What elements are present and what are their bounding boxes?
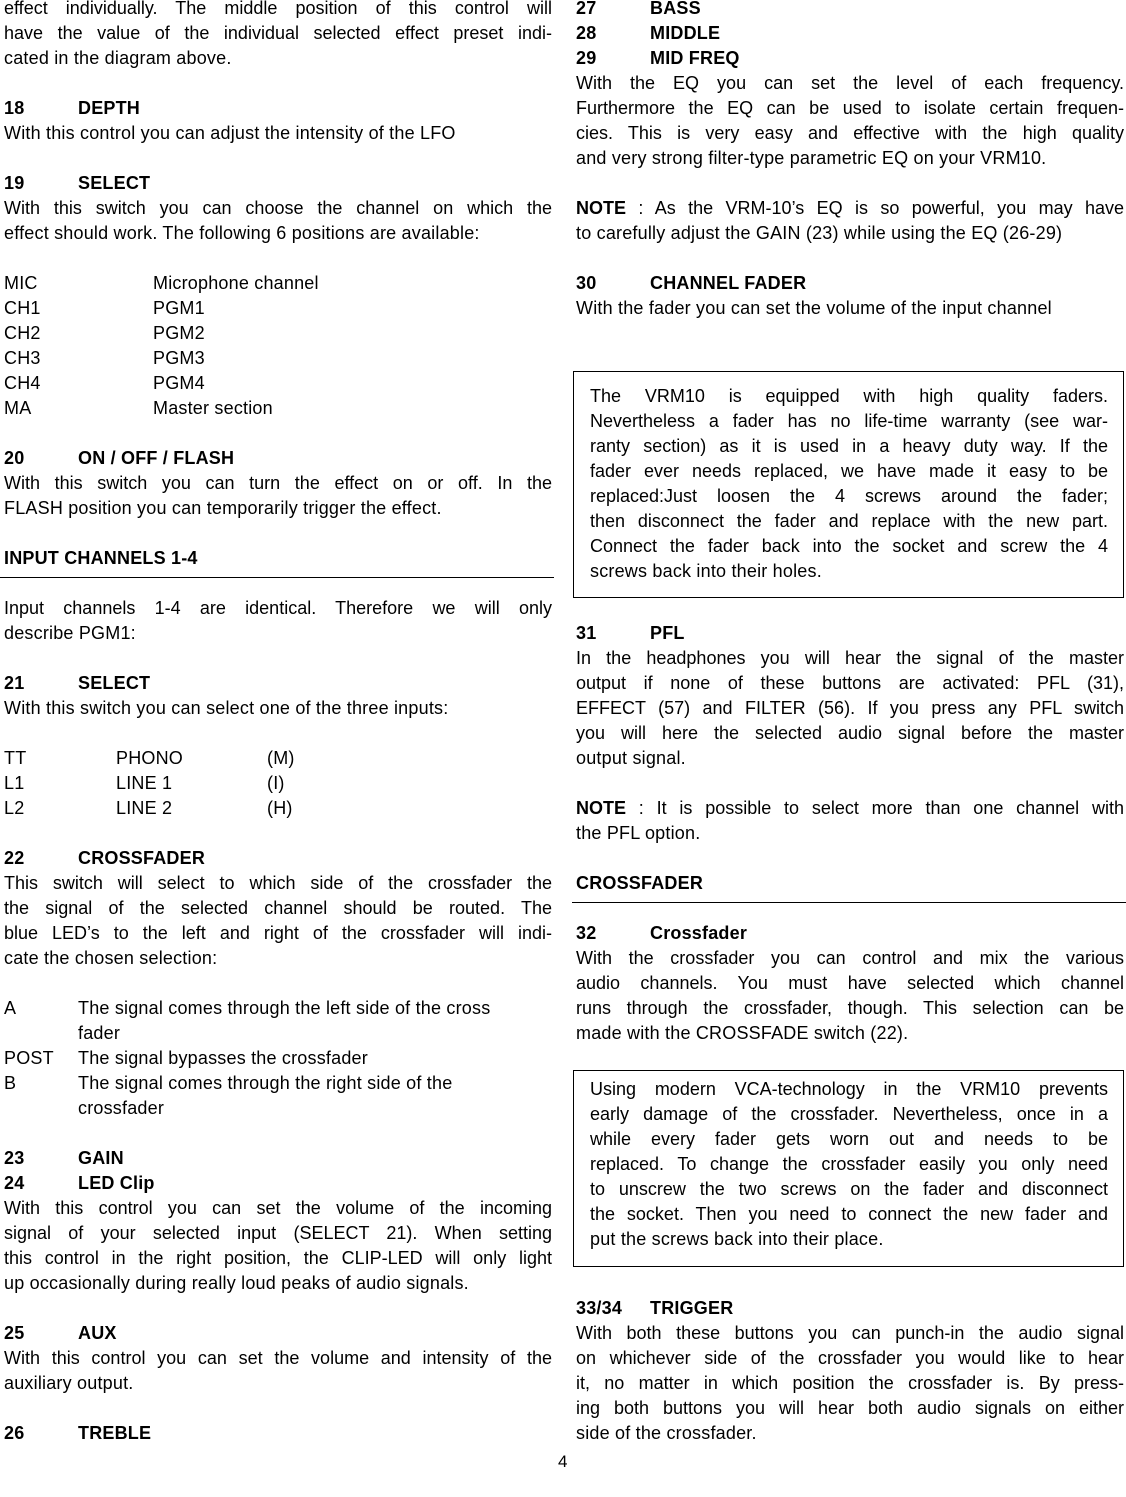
item-title: TREBLE <box>78 1423 152 1443</box>
table-cell: (M) <box>267 748 295 768</box>
blank-line <box>4 146 552 171</box>
table-row <box>4 396 552 421</box>
blank-line <box>4 1121 552 1146</box>
paragraph-line: With the crossfader you can control and mix the various <box>576 948 1124 968</box>
paragraph-line: audio channels. You must have selected which channel <box>576 973 1124 993</box>
paragraph-line: cies. This is very easy and effective with the high quality <box>576 123 1124 143</box>
item-title: TRIGGER <box>650 1298 734 1318</box>
blank-line <box>4 646 552 671</box>
section-item-heading <box>4 1171 552 1196</box>
table-row <box>4 796 552 821</box>
paragraph-line: put the screws back into their place. <box>590 1229 884 1249</box>
item-title: SELECT <box>78 673 151 693</box>
item-number: 32 <box>576 923 597 943</box>
item-number: 24 <box>4 1173 25 1193</box>
blank-line <box>576 771 1124 796</box>
paragraph-line: output if none of these buttons are activated: PFL (31), <box>576 673 1124 693</box>
paragraph-line: With both these buttons you can punch-in the audio signal <box>576 1323 1124 1343</box>
section-item-heading <box>576 46 1124 71</box>
item-title: MID FREQ <box>650 48 740 68</box>
paragraph-line: side of the crossfader. <box>576 1423 757 1443</box>
paragraph-line: The VRM10 is equipped with high quality faders. <box>590 386 1108 406</box>
item-title: DEPTH <box>78 98 141 118</box>
definition-term: POST <box>4 1048 54 1068</box>
item-title: MIDDLE <box>650 23 721 43</box>
section-item-heading <box>4 446 552 471</box>
paragraph-line: to unscrew the two screws on the fader and disconnect <box>590 1179 1108 1199</box>
paragraph-text: : It is possible to select more than one channel with <box>626 798 1124 818</box>
paragraph-line: replaced. To change the crossfader easily you only need <box>590 1154 1108 1174</box>
table-row <box>4 321 552 346</box>
item-number: 29 <box>576 48 597 68</box>
item-number: 30 <box>576 273 597 293</box>
paragraph-line: cate the chosen selection: <box>4 948 218 968</box>
table-cell: PGM2 <box>153 323 205 343</box>
paragraph-line: With this switch you can choose the channel on which the <box>4 198 552 218</box>
note-label: NOTE <box>576 798 627 818</box>
definition-term: B <box>4 1073 17 1093</box>
section-item-heading <box>576 921 1124 946</box>
section-item-heading <box>576 21 1124 46</box>
paragraph-line: the socket. Then you need to connect the new fader and <box>590 1204 1108 1224</box>
item-title: Crossfader <box>650 923 748 943</box>
paragraph-line: effect individually. The middle position of this control will <box>4 0 552 18</box>
item-title: CHANNEL FADER <box>650 273 807 293</box>
section-item-heading <box>576 0 1124 21</box>
table-cell: (I) <box>267 773 285 793</box>
item-title: ON / OFF / FLASH <box>78 448 235 468</box>
right-column-bottom <box>576 1296 1124 1446</box>
paragraph-line: ing both buttons you will hear both audio signals on either <box>576 1398 1124 1418</box>
item-number: 18 <box>4 98 25 118</box>
table-cell: PGM4 <box>153 373 205 393</box>
blank-line <box>4 571 552 596</box>
section-item-heading <box>4 1421 552 1446</box>
paragraph-line: cated in the diagram above. <box>4 48 232 68</box>
item-number: 31 <box>576 623 597 643</box>
definition-text: fader <box>78 1023 121 1043</box>
blank-line <box>4 821 552 846</box>
paragraph-line: fader ever needs replaced, we have made it easy to be <box>590 461 1108 481</box>
paragraph-line: effect should work. The following 6 positions are available: <box>4 223 480 243</box>
definition-text: The signal bypasses the crossfader <box>78 1048 368 1068</box>
paragraph-line: blue LED’s to the left and right of the crossfader will indi- <box>4 923 552 943</box>
item-title: BASS <box>650 0 701 18</box>
item-number: 26 <box>4 1423 25 1443</box>
definition-text: The signal comes through the right side of the <box>78 1073 453 1093</box>
paragraph-line: and very strong filter-type parametric EQ on your VRM10. <box>576 148 1047 168</box>
paragraph-line: With the EQ you can set the level of each frequency. <box>576 73 1124 93</box>
table-cell: Master section <box>153 398 273 418</box>
paragraph-line: you will here the selected audio signal before the master <box>576 723 1124 743</box>
table-cell: PGM3 <box>153 348 205 368</box>
paragraph-line: With this control you can set the volume and intensity of the <box>4 1348 552 1368</box>
table-cell: PGM1 <box>153 298 205 318</box>
definition-term: A <box>4 998 17 1018</box>
paragraph-line: then disconnect the fader and replace with the new part. <box>590 511 1108 531</box>
paragraph-line: In the headphones you will hear the signal of the master <box>576 648 1124 668</box>
blank-line <box>4 1296 552 1321</box>
fader-warranty-note-box <box>573 371 1124 598</box>
paragraph-line: screws back into their holes. <box>590 561 822 581</box>
section-heading: CROSSFADER <box>576 871 1124 896</box>
paragraph-line: Furthermore the EQ can be used to isolate certain frequen- <box>576 98 1124 118</box>
blank-line <box>4 246 552 271</box>
item-title: SELECT <box>78 173 151 193</box>
section-item-heading <box>576 621 1124 646</box>
item-number: 22 <box>4 848 25 868</box>
paragraph-line: With this control you can set the volume of the incoming <box>4 1198 552 1218</box>
section-item-heading <box>4 671 552 696</box>
paragraph-line: on whichever side of the crossfader you would like to hear <box>576 1348 1124 1368</box>
paragraph-line: it, no matter in which position the crossfader is. By press- <box>576 1373 1124 1393</box>
definition-row <box>4 1021 552 1046</box>
paragraph-line: With the fader you can set the volume of the input channel <box>576 298 1052 318</box>
table-cell: TT <box>4 748 27 768</box>
table-row <box>4 746 552 771</box>
definition-row <box>4 996 552 1021</box>
section-item-heading <box>4 846 552 871</box>
item-number: 27 <box>576 0 597 18</box>
section-item-heading <box>576 271 1124 296</box>
blank-line <box>4 1396 552 1421</box>
section-item-heading <box>576 1296 1124 1321</box>
paragraph-line: early damage of the crossfader. Nevertheless, once in a <box>590 1104 1108 1124</box>
table-row <box>4 346 552 371</box>
blank-line <box>4 421 552 446</box>
paragraph-line: to carefully adjust the GAIN (23) while using the EQ (26-29) <box>576 223 1063 243</box>
item-number: 23 <box>4 1148 25 1168</box>
paragraph-line: With this control you can adjust the intensity of the LFO <box>4 123 456 143</box>
paragraph-text: : As the VRM-10’s EQ is so powerful, you may have <box>626 198 1124 218</box>
blank-line <box>4 71 552 96</box>
paragraph-line: output signal. <box>576 748 686 768</box>
item-title: AUX <box>78 1323 117 1343</box>
blank-line <box>576 896 1124 921</box>
definition-text: crossfader <box>78 1098 165 1118</box>
table-cell: MIC <box>4 273 38 293</box>
item-number: 33/34 <box>576 1298 623 1318</box>
blank-line <box>576 171 1124 196</box>
paragraph-line: EFFECT (57) and FILTER (56). If you press any PFL switch <box>576 698 1124 718</box>
paragraph-line: the signal of the selected channel should be routed. The <box>4 898 552 918</box>
paragraph-line: describe PGM1: <box>4 623 136 643</box>
paragraph-line: Input channels 1-4 are identical. Therefore we will only <box>4 598 552 618</box>
item-number: 19 <box>4 173 25 193</box>
note-label: NOTE <box>576 198 627 218</box>
blank-line <box>4 721 552 746</box>
item-number: 20 <box>4 448 25 468</box>
right-column-top <box>576 0 1124 321</box>
table-row <box>4 371 552 396</box>
paragraph-line: up occasionally during really loud peaks of audio signals. <box>4 1273 469 1293</box>
paragraph-line: replaced:Just loosen the 4 screws around the fader; <box>590 486 1108 506</box>
item-title: PFL <box>650 623 685 643</box>
table-cell: L2 <box>4 798 25 818</box>
item-title: LED Clip <box>78 1173 155 1193</box>
paragraph-line: FLASH position you can temporarily trigger the effect. <box>4 498 442 518</box>
table-cell: LINE 2 <box>116 798 173 818</box>
table-cell: (H) <box>267 798 293 818</box>
item-number: 28 <box>576 23 597 43</box>
paragraph-line: ranty section) as it is used in a heavy duty way. If the <box>590 436 1108 456</box>
blank-line <box>576 246 1124 271</box>
paragraph-line: have the value of the individual selected effect preset indi- <box>4 23 552 43</box>
table-row <box>4 271 552 296</box>
paragraph-line: runs through the crossfader, though. This selection can be <box>576 998 1124 1018</box>
table-cell: L1 <box>4 773 25 793</box>
paragraph-line: this control in the right position, the CLIP-LED will only light <box>4 1248 552 1268</box>
right-column-middle <box>576 621 1124 1046</box>
blank-line <box>576 846 1124 871</box>
paragraph-line: while every fader gets worn out and needs to be <box>590 1129 1108 1149</box>
paragraph-line: the PFL option. <box>576 823 701 843</box>
table-cell: CH4 <box>4 373 41 393</box>
table-cell: MA <box>4 398 32 418</box>
left-column <box>4 0 552 1446</box>
table-cell: Microphone channel <box>153 273 319 293</box>
section-heading: INPUT CHANNELS 1-4 <box>4 546 552 571</box>
paragraph-line <box>576 196 1124 221</box>
blank-line <box>4 971 552 996</box>
blank-line <box>4 521 552 546</box>
table-cell: CH1 <box>4 298 41 318</box>
table-cell: CH3 <box>4 348 41 368</box>
item-number: 25 <box>4 1323 25 1343</box>
section-item-heading <box>4 1321 552 1346</box>
section-item-heading <box>4 1146 552 1171</box>
paragraph-line: With this switch you can select one of the three inputs: <box>4 698 449 718</box>
section-item-heading <box>4 96 552 121</box>
paragraph-line: auxiliary output. <box>4 1373 134 1393</box>
item-title: CROSSFADER <box>78 848 206 868</box>
item-number: 21 <box>4 673 25 693</box>
paragraph-line: Using modern VCA-technology in the VRM10 prevents <box>590 1079 1108 1099</box>
paragraph-line: Connect the fader back into the socket and screw the 4 <box>590 536 1108 556</box>
definition-row <box>4 1096 552 1121</box>
paragraph-line: Nevertheless a fader has no life-time warranty (see war- <box>590 411 1108 431</box>
paragraph-line: made with the CROSSFADE switch (22). <box>576 1023 909 1043</box>
item-title: GAIN <box>78 1148 124 1168</box>
paragraph-line: This switch will select to which side of the crossfader the <box>4 873 552 893</box>
paragraph-line: signal of your selected input (SELECT 21). When setting <box>4 1223 552 1243</box>
definition-row <box>4 1071 552 1096</box>
page-number: 4 <box>558 1452 568 1471</box>
section-item-heading <box>4 171 552 196</box>
table-cell: CH2 <box>4 323 41 343</box>
table-cell: PHONO <box>116 748 184 768</box>
paragraph-line <box>576 796 1124 821</box>
definition-row <box>4 1046 552 1071</box>
table-row <box>4 296 552 321</box>
table-row <box>4 771 552 796</box>
table-cell: LINE 1 <box>116 773 173 793</box>
paragraph-line: With this switch you can turn the effect on or off. In the <box>4 473 552 493</box>
crossfader-note-box <box>573 1070 1124 1267</box>
definition-text: The signal comes through the left side of the cross <box>78 998 491 1018</box>
